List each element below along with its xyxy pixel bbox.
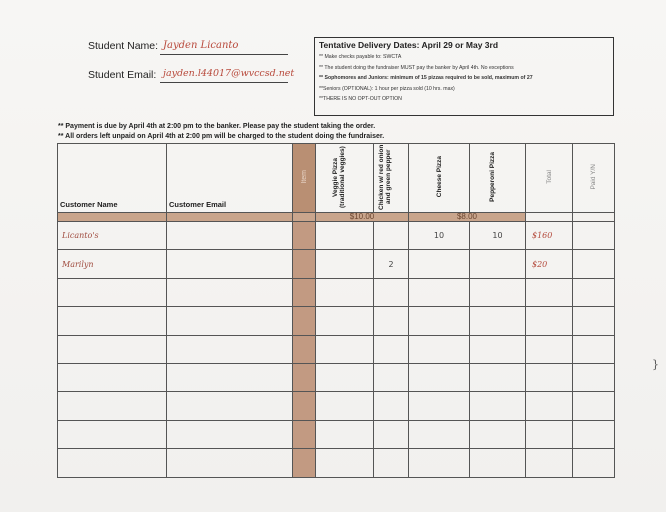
- table-row: [58, 250, 615, 278]
- total-cell[interactable]: [526, 278, 573, 306]
- customer-email-header: Customer Email: [167, 144, 293, 213]
- table-row: [58, 449, 615, 477]
- customer-email-cell[interactable]: [167, 307, 293, 335]
- customer-name-cell[interactable]: Licanto's: [58, 222, 167, 250]
- customer-email-cell[interactable]: [167, 449, 293, 477]
- total-cell[interactable]: [526, 363, 573, 391]
- veggie-qty-cell[interactable]: [316, 222, 374, 250]
- chicken-qty-cell[interactable]: [374, 449, 409, 477]
- chicken-qty-cell[interactable]: 2: [374, 250, 409, 278]
- paid-header: Paid Y/N: [573, 144, 615, 213]
- student-name-label: Student Name:: [88, 40, 159, 52]
- pepperoni-qty-cell[interactable]: [470, 335, 526, 363]
- payment-notes: [58, 122, 384, 141]
- price-cell-total: [526, 213, 573, 222]
- total-cell[interactable]: [526, 420, 573, 448]
- chicken-pizza-header: Chicken w/ red onion and green pepper: [374, 144, 409, 213]
- table-row: [58, 278, 615, 306]
- payment-note: ** All orders left unpaid on April 4th at 2:00 pm will be charged to the student doing the fundraiser.: [58, 132, 385, 140]
- price-cell-item: [293, 213, 316, 222]
- price-cell-paid: [573, 213, 615, 222]
- veggie-qty-cell[interactable]: [316, 307, 374, 335]
- delivery-info-box: [314, 37, 614, 116]
- cheese-qty-cell[interactable]: [409, 449, 470, 477]
- header-row: [58, 144, 615, 213]
- cheese-qty-cell[interactable]: [409, 307, 470, 335]
- student-name-value: Jayden Licanto: [163, 40, 239, 51]
- delivery-dates-title: Tentative Delivery Dates: April 29 or May 3rd: [319, 40, 499, 50]
- chicken-qty-cell[interactable]: [374, 392, 409, 420]
- item-cell[interactable]: [293, 449, 316, 477]
- pepperoni-qty-cell[interactable]: 10: [470, 222, 526, 250]
- total-cell[interactable]: [526, 392, 573, 420]
- pepperoni-qty-cell[interactable]: [470, 250, 526, 278]
- table-row: [58, 392, 615, 420]
- cheese-qty-cell[interactable]: [409, 278, 470, 306]
- price-cell-blank: [167, 213, 293, 222]
- item-cell[interactable]: [293, 392, 316, 420]
- total-cell[interactable]: $160: [526, 222, 573, 250]
- order-table: [57, 143, 615, 478]
- customer-email-cell[interactable]: [167, 363, 293, 391]
- price-row: [58, 213, 615, 222]
- veggie-pizza-header: Veggie Pizza (traditional veggies): [316, 144, 374, 213]
- delivery-note: **Seniors (OPTIONAL): 1 hour per pizza sold (10 hrs. max): [319, 85, 455, 92]
- customer-name-cell[interactable]: [58, 363, 167, 391]
- table-row: [58, 307, 615, 335]
- price-cell-blank: [58, 213, 167, 222]
- pepperoni-pizza-header: Pepperoni Pizza: [470, 144, 526, 213]
- paid-cell[interactable]: [573, 335, 615, 363]
- delivery-note: ** The student doing the fundraiser MUST pay the banker by April 4th. No exceptions: [319, 64, 514, 71]
- veggie-qty-cell[interactable]: [316, 449, 374, 477]
- veggie-qty-cell[interactable]: [316, 250, 374, 278]
- paid-cell[interactable]: [573, 250, 615, 278]
- paid-cell[interactable]: [573, 307, 615, 335]
- customer-name-cell[interactable]: [58, 420, 167, 448]
- pepperoni-qty-cell[interactable]: [470, 392, 526, 420]
- customer-email-cell[interactable]: [167, 278, 293, 306]
- margin-mark: }: [652, 358, 659, 371]
- item-cell[interactable]: [293, 278, 316, 306]
- total-cell[interactable]: [526, 335, 573, 363]
- pepperoni-qty-cell[interactable]: [470, 449, 526, 477]
- item-cell[interactable]: [293, 420, 316, 448]
- customer-email-cell[interactable]: [167, 392, 293, 420]
- customer-name-cell[interactable]: [58, 278, 167, 306]
- price-cheese-pepperoni: $8.00: [409, 213, 526, 222]
- pepperoni-qty-cell[interactable]: [470, 278, 526, 306]
- table-row: [58, 335, 615, 363]
- veggie-qty-cell[interactable]: [316, 363, 374, 391]
- cheese-qty-cell[interactable]: [409, 363, 470, 391]
- item-cell[interactable]: [293, 307, 316, 335]
- table-row: [58, 363, 615, 391]
- table-row: [58, 222, 615, 250]
- item-cell[interactable]: [293, 222, 316, 250]
- item-cell[interactable]: [293, 250, 316, 278]
- customer-email-cell[interactable]: [167, 250, 293, 278]
- chicken-qty-cell[interactable]: [374, 222, 409, 250]
- veggie-qty-cell[interactable]: [316, 392, 374, 420]
- paid-cell[interactable]: [573, 363, 615, 391]
- item-header: Item: [293, 144, 316, 213]
- cheese-pizza-header: Cheese Pizza: [409, 144, 470, 213]
- delivery-note: ** Sophomores and Juniors: minimum of 15 pizzas required to be sold, maximum of 27: [319, 75, 533, 81]
- student-name-underline: [160, 54, 288, 55]
- cheese-qty-cell[interactable]: [409, 250, 470, 278]
- customer-name-header: Customer Name: [58, 144, 167, 213]
- chicken-qty-cell[interactable]: [374, 420, 409, 448]
- item-cell[interactable]: [293, 335, 316, 363]
- paid-cell[interactable]: [573, 449, 615, 477]
- item-cell[interactable]: [293, 363, 316, 391]
- total-cell[interactable]: [526, 307, 573, 335]
- chicken-qty-cell[interactable]: [374, 363, 409, 391]
- cheese-qty-cell[interactable]: 10: [409, 222, 470, 250]
- chicken-qty-cell[interactable]: [374, 278, 409, 306]
- veggie-qty-cell[interactable]: [316, 335, 374, 363]
- paid-cell[interactable]: [573, 222, 615, 250]
- pepperoni-qty-cell[interactable]: [470, 363, 526, 391]
- total-cell[interactable]: $20: [526, 250, 573, 278]
- chicken-qty-cell[interactable]: [374, 307, 409, 335]
- customer-email-cell[interactable]: [167, 335, 293, 363]
- customer-name-cell[interactable]: [58, 307, 167, 335]
- pepperoni-qty-cell[interactable]: [470, 420, 526, 448]
- veggie-qty-cell[interactable]: [316, 420, 374, 448]
- cheese-qty-cell[interactable]: [409, 335, 470, 363]
- paid-cell[interactable]: [573, 392, 615, 420]
- total-header: Total: [526, 144, 573, 213]
- cheese-qty-cell[interactable]: [409, 420, 470, 448]
- customer-name-cell[interactable]: Marilyn: [58, 250, 167, 278]
- total-cell[interactable]: [526, 449, 573, 477]
- table-row: [58, 420, 615, 448]
- chicken-qty-cell[interactable]: [374, 335, 409, 363]
- student-email-value: jayden.l44017@wvccsd.net: [163, 68, 295, 79]
- payment-note: ** Payment is due by April 4th at 2:00 pm to the banker. Please pay the student taking the order.: [58, 123, 376, 130]
- pepperoni-qty-cell[interactable]: [470, 307, 526, 335]
- customer-name-cell[interactable]: [58, 392, 167, 420]
- veggie-qty-cell[interactable]: [316, 278, 374, 306]
- customer-name-cell[interactable]: [58, 335, 167, 363]
- customer-email-cell[interactable]: [167, 222, 293, 250]
- student-email-label: Student Email:: [88, 69, 157, 81]
- paid-cell[interactable]: [573, 420, 615, 448]
- student-email-underline: [160, 82, 288, 83]
- price-veggie-chicken: $10.00: [316, 213, 409, 222]
- cheese-qty-cell[interactable]: [409, 392, 470, 420]
- paid-cell[interactable]: [573, 278, 615, 306]
- delivery-note: ** Make checks payable to: SWCTA: [319, 54, 402, 60]
- customer-name-cell[interactable]: [58, 449, 167, 477]
- customer-email-cell[interactable]: [167, 420, 293, 448]
- delivery-note: **THERE IS NO OPT-OUT OPTION: [319, 96, 402, 102]
